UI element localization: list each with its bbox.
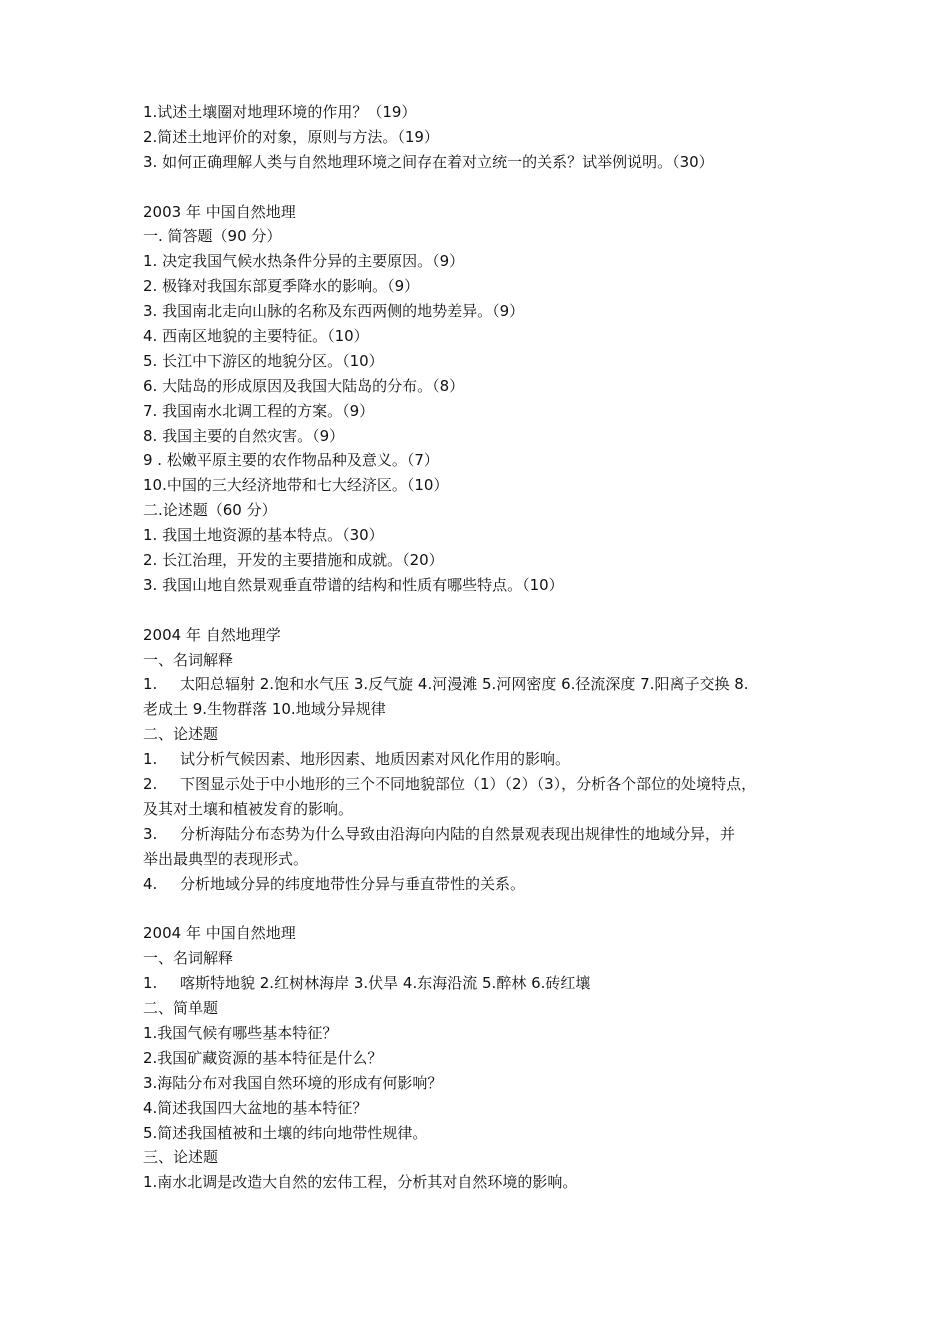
question-item: 2. 极锋对我国东部夏季降水的影响。（9） [143,277,420,296]
item-number: 3. [143,824,158,843]
question-item: 1.我国气候有哪些基本特征？ [143,1023,338,1042]
part-heading: 一、名词解释 [143,650,234,669]
question-item: 3. 我国山地自然景观垂直带谱的结构和性质有哪些特点。（10） [143,575,564,594]
section-title: 2003 年 中国自然地理 [143,202,296,221]
term-list-line [143,672,823,697]
question-item: 1.南水北调是改造大自然的宏伟工程，分析其对自然环境的影响。 [143,1173,578,1192]
section-title: 2004 年 自然地理学 [143,625,281,644]
question-item: 2. 长江治理，开发的主要措施和成就。（20） [143,551,444,570]
question-item: 3. 如何正确理解人类与自然地理环境之间存在着对立统一的关系？试举例说明。（30） [143,152,714,171]
item-number: 1. [143,750,158,769]
question-item: 10.中国的三大经济地带和七大经济区。（10） [143,476,449,495]
term-list-text: 太阳总辐射 2.饱和水气压 3.反气旋 4.河漫滩 5.河网密度 6.径流深度 7.阳离子交换 8. [180,675,749,694]
part-heading: 一、名词解释 [143,949,234,968]
part-heading: 二、论述题 [143,725,219,744]
question-text: 分析地域分异的纬度地带性分异与垂直带性的关系。 [180,874,526,893]
question-item: 5. 长江中下游区的地貌分区。（10） [143,351,384,370]
part-heading: 二、简单题 [143,999,219,1018]
question-item: 6. 大陆岛的形成原因及我国大陆岛的分布。（8） [143,376,465,395]
question-text: 分析海陆分布态势为什么导致由沿海向内陆的自然景观表现出规律性的地域分异，并 [180,824,736,843]
part-heading: 一. 简答题（90 分） [143,227,282,246]
question-item: 2.简述土地评价的对象，原则与方法。（19） [143,127,439,146]
blank-line [143,175,823,200]
part-heading: 三、论述题 [143,1148,219,1167]
blank-line [143,897,823,922]
question-item [143,822,823,847]
question-text: 试分析气候因素、地形因素、地质因素对风化作用的影响。 [180,750,571,769]
question-item: 1.试述土壤圈对地理环境的作用？（19） [143,103,417,121]
section-title: 2004 年 中国自然地理 [143,924,296,943]
item-number: 2. [143,775,158,794]
question-item: 5.简述我国植被和土壤的纬向地带性规律。 [143,1123,428,1142]
question-continuation: 举出最典型的表现形式。 [143,849,309,868]
section-2003 [143,200,823,598]
item-number: 1. [143,675,158,694]
question-text: 下图显示处于中小地形的三个不同地貌部位（1）（2）（3），分析各个部位的处境特点， [180,775,757,794]
document-page [143,100,823,1195]
question-item: 3.海陆分布对我国自然环境的形成有何影响？ [143,1073,443,1092]
question-continuation: 及其对土壤和植被发育的影响。 [143,799,354,818]
section-2004-china-geography [143,921,823,1195]
item-number: 4. [143,874,158,893]
question-item: 8. 我国主要的自然灾害。（9） [143,426,345,445]
question-item: 3. 我国南北走向山脉的名称及东西两侧的地势差异。（9） [143,302,525,321]
question-item: 4.简述我国四大盆地的基本特征？ [143,1098,368,1117]
intro-section [143,100,823,175]
term-list-line: 老成土 9.生物群落 10.地域分异规律 [143,700,386,719]
question-item: 4. 西南区地貌的主要特征。（10） [143,327,369,346]
part-heading: 二.论述题（60 分） [143,501,277,520]
question-item: 1. 我国土地资源的基本特点。（30） [143,526,384,545]
term-list-line [143,971,823,996]
question-item: 2.我国矿藏资源的基本特征是什么？ [143,1048,383,1067]
item-number: 1. [143,974,158,993]
question-item [143,747,823,772]
question-item: 9 . 松嫩平原主要的农作物品种及意义。（7） [143,451,439,470]
blank-line [143,598,823,623]
question-item: 7. 我国南水北调工程的方案。（9） [143,401,375,420]
question-item: 1. 决定我国气候水热条件分异的主要原因。（9） [143,252,465,271]
question-item [143,872,823,897]
term-list-text: 喀斯特地貌 2.红树林海岸 3.伏旱 4.东海沿流 5.醉林 6.砖红壤 [180,974,591,993]
question-item [143,772,823,797]
section-2004-physical-geography [143,623,823,897]
